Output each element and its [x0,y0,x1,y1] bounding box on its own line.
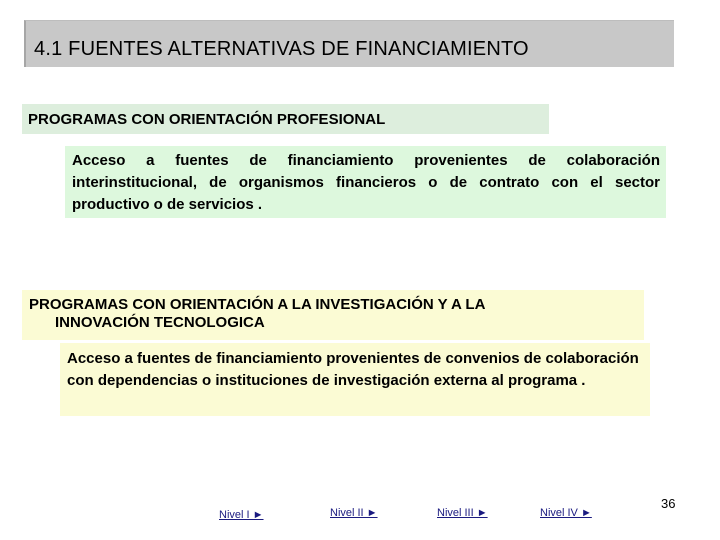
page-number: 36 [661,496,676,511]
section-heading-investigacion [22,290,644,340]
heading-line-2: INNOVACIÓN TECNOLOGICA [55,314,265,331]
section-body-investigacion: Acceso a fuentes de financiamiento provenientes de convenios de colaboración con dependencias o instituciones de investigación externa al programa . [60,343,650,416]
nav-link-nivel-2[interactable]: Nivel II ► [330,507,378,519]
section-heading-profesional: PROGRAMAS CON ORIENTACIÓN PROFESIONAL [22,104,549,134]
nav-link-nivel-4[interactable]: Nivel IV ► [540,507,592,519]
section-body-profesional: Acceso a fuentes de financiamiento provenientes de colaboración interinstitucional, de organismos financieros o de contrato con el sector productivo o de servicios . [65,146,666,218]
nav-link-nivel-1[interactable]: Nivel I ► [219,509,264,521]
nav-link-nivel-3[interactable]: Nivel III ► [437,507,488,519]
page-title: 4.1 FUENTES ALTERNATIVAS DE FINANCIAMIENTO [34,38,529,60]
title-bar [24,20,674,67]
heading-line-1: PROGRAMAS CON ORIENTACIÓN A LA INVESTIGACIÓN Y A LA [29,296,486,313]
